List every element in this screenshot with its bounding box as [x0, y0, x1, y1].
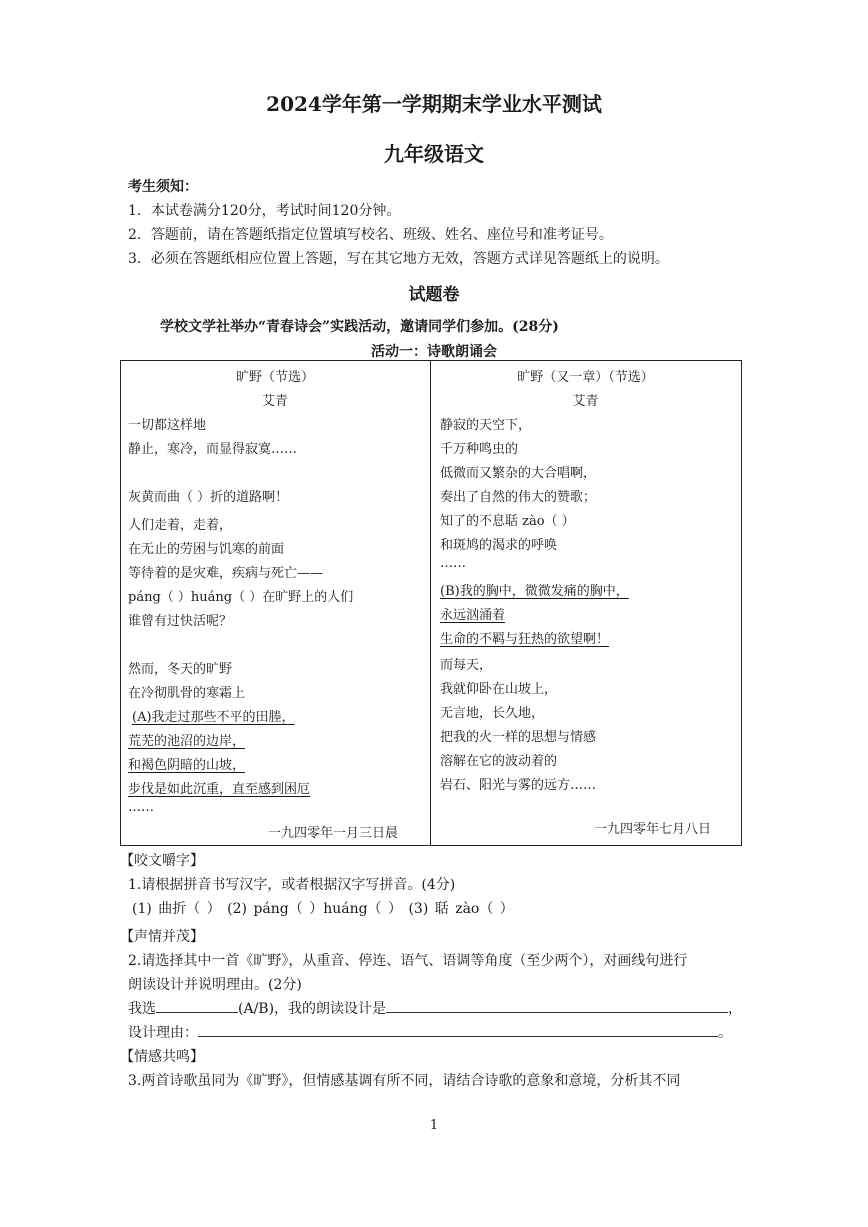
q2-answer-line-1 [128, 998, 742, 1018]
poem-a-line: 在冷彻肌骨的寒霜上 [128, 686, 246, 701]
poem-b-line: 千万种鸣虫的 [440, 442, 519, 457]
section-intro: 学校文学社举办“青春诗会”实践活动，邀请同学们参加。(28分) [160, 319, 559, 335]
q3-prompt: 3.两首诗歌虽同为《旷野》，但情感基调有所不同，请结合诗歌的意象和意境，分析其不同 [128, 1073, 681, 1089]
poem-b-underlined-line: 永远汹涌着 [440, 608, 506, 623]
poem-a-underlined-line: 和褐色阴暗的山坡， [128, 758, 246, 773]
poem-b-line: 岩石、阳光与雾的远方…… [440, 778, 597, 793]
poem-a-date: 一九四零年一月三日晨 [268, 826, 399, 841]
poem-b-line: …… [440, 556, 466, 571]
poem-b-line: 溶解在它的波动着的 [440, 754, 558, 769]
poem-b-line: 低微而又繁杂的大合唱啊， [440, 466, 597, 481]
q1-heading: 【咬文嚼字】 [120, 853, 204, 869]
poem-b-line: 无言地，长久地， [440, 706, 545, 721]
activity-heading: 活动一：诗歌朗诵会 [371, 344, 497, 360]
poem-b-line: 静寂的天空下， [440, 418, 532, 433]
poem-b-date: 一九四零年七月八日 [594, 822, 712, 837]
poem-a-line: páng（ ）huáng（ ）在旷野上的人们 [128, 590, 354, 605]
poem-b-underlined-line: 生命的不羁与狂热的欲望啊！ [440, 632, 610, 647]
reason-blank[interactable] [198, 1022, 718, 1037]
q2-answer-label: 。 [718, 1025, 732, 1041]
page-number: 1 [429, 1118, 439, 1133]
q2-prompt: 朗读设计并说明理由。(2分) [128, 977, 302, 993]
poem-a-line: 一切都这样地 [128, 418, 207, 433]
q2-prompt: 2.请选择其中一首《旷野》，从重音、停连、语气、语调等角度（至少两个），对画线句进行 [128, 953, 688, 969]
choice-blank[interactable] [156, 998, 238, 1013]
poem-a-line: …… [128, 800, 154, 815]
poem-a-line: 谁曾有过快活呢？ [128, 614, 233, 629]
q1-items: (1) 曲折（ ） (2) páng（ ）huáng（ ） (3) 聒 zào（ ） [132, 901, 514, 917]
poem-a-line: 灰黄而曲（ ）折的道路啊！ [128, 490, 289, 505]
q2-heading: 【声情并茂】 [120, 929, 204, 945]
exam-title: 2024学年第一学期期末学业水平测试 [266, 92, 602, 116]
q2-answer-label: ， [728, 1001, 743, 1017]
notice-heading: 考生须知： [128, 179, 198, 195]
poem-b-underlined-line: (B)我的胸中，微微发痛的胸中， [440, 584, 629, 599]
poem-a-line: 等待着的是灾难，疾病与死亡—— [128, 566, 324, 581]
poems-table-divider [430, 360, 431, 846]
poem-b-line: 奏出了自然的伟大的赞歌； [440, 490, 597, 505]
poem-a-line: 人们走着，走着， [128, 518, 233, 533]
notice-item: 1．本试卷满分120分，考试时间120分钟。 [128, 203, 401, 219]
poem-b-line: 把我的火一样的思想与情感 [440, 730, 597, 745]
q2-answer-label: 设计理由： [128, 1025, 198, 1041]
poem-a-underlined-line: 步伐是如此沉重，直至感到困厄 [128, 782, 311, 797]
poem-a-line: 然而，冬天的旷野 [128, 662, 233, 677]
q2-answer-label: (A/B)，我的朗读设计是 [238, 1001, 387, 1017]
notice-item: 3．必须在答题纸相应位置上答题，写在其它地方无效，答题方式详见答题纸上的说明。 [128, 251, 669, 267]
poem-b-line: 知了的不息聒 zào（ ） [440, 514, 575, 529]
poem-b-line: 而每天， [440, 658, 493, 673]
poem-a-author: 艾青 [261, 394, 288, 409]
notice-item: 2．答题前，请在答题纸指定位置填写校名、班级、姓名、座位号和准考证号。 [128, 227, 613, 243]
poem-a-underlined-line: 荒芜的池沼的边岸， [128, 734, 246, 749]
poem-b-title: 旷野（又一章）（节选） [517, 370, 654, 385]
q2-answer-line-2 [128, 1022, 732, 1042]
poem-a-underlined-line: (A)我走过那些不平的田塍， [132, 710, 295, 725]
poem-b-line: 和斑鸠的渴求的呼唤 [440, 538, 558, 553]
q1-prompt: 1.请根据拼音书写汉字，或者根据汉字写拼音。(4分) [128, 877, 456, 893]
reading-design-blank[interactable] [386, 998, 728, 1013]
q2-answer-label: 我选 [128, 1001, 156, 1017]
poem-b-author: 艾青 [572, 394, 599, 409]
q3-heading: 【情感共鸣】 [120, 1049, 204, 1065]
poem-a-line: 在无止的劳困与饥寒的前面 [128, 542, 285, 557]
poem-b-line: 我就仰卧在山坡上， [440, 682, 558, 697]
poem-a-line: 静止，寒冷，而显得寂寞…… [128, 442, 298, 457]
section-heading: 试题卷 [408, 285, 460, 305]
exam-subtitle: 九年级语文 [384, 142, 484, 166]
poem-a-title: 旷野（节选） [235, 370, 314, 385]
